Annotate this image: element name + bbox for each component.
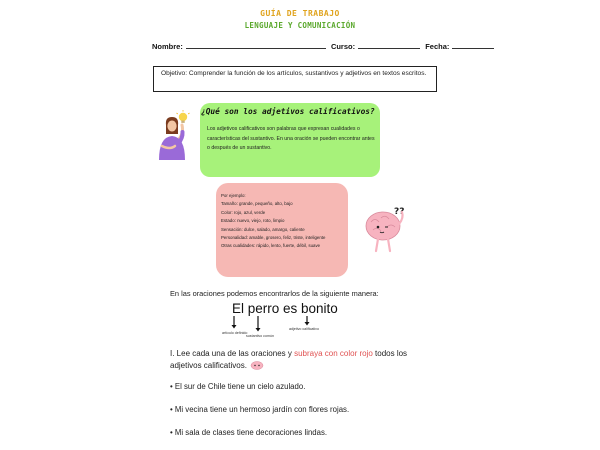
adjective-label: adjetivo calificativo <box>289 327 319 331</box>
example-item: Estado: nuevo, viejo, roto, limpio <box>221 218 285 224</box>
examples-list <box>221 192 349 251</box>
course-line[interactable] <box>358 42 420 49</box>
instruction-text-end: todos los adjetivos calificativos. <box>170 349 408 370</box>
down-arrow-icon <box>256 316 261 332</box>
example-item: Personalidad: amable, grosero, feliz, triste, inteligente <box>221 235 326 241</box>
example-item: Otras cualidades: rápido, lento, fuerte, débil, suave <box>221 243 321 249</box>
objective-box <box>153 66 437 92</box>
exercise-sentence[interactable]: • Mi vecina tiene un hermoso jardín con flores rojas. <box>170 405 350 414</box>
noun-label: sustantivo común <box>246 334 274 338</box>
thinking-person-illustration <box>150 110 196 166</box>
down-arrow-icon <box>305 316 310 326</box>
worksheet-subtitle: LENGUAJE Y COMUNICACIÓN <box>244 21 356 30</box>
definition-text: Los adjetivos calificativos son palabras que expresan cualidades o características del sustantivo. En una oración se pueden encontrar antes o después de un sustantivo. <box>207 126 375 152</box>
question-marks-icon: ?? <box>394 207 405 217</box>
name-line[interactable] <box>186 42 326 49</box>
name-label: Nombre: <box>152 42 183 51</box>
examples-heading: Por ejemplo: <box>221 193 246 198</box>
exercise-sentence[interactable]: • El sur de Chile tiene un cielo azulado. <box>170 382 306 391</box>
article-label: artículo definido <box>222 331 248 335</box>
worksheet-title: GUÍA DE TRABAJO <box>260 9 340 18</box>
brain-character-illustration <box>357 200 415 256</box>
small-brain-icon <box>249 361 265 370</box>
definition-question: ¿Qué son los adjetivos calificativos? <box>201 107 375 116</box>
student-info-fields <box>152 42 497 51</box>
exercise-sentence[interactable]: • Mi sala de clases tiene decoraciones lindas. <box>170 428 328 437</box>
objective-text: Objetivo: Comprender la función de los artículos, sustantivos y adjetivos en textos escritos. <box>161 70 427 77</box>
instruction-text: I. Lee cada una de las oraciones y <box>170 349 295 358</box>
sentence-intro: En las oraciones podemos encontrarlos de la siguiente manera: <box>170 289 379 298</box>
example-item: Tamaño: grande, pequeño, alto, bajo <box>221 201 293 207</box>
example-sentence: El perro es bonito <box>232 301 338 316</box>
date-label: Fecha: <box>425 42 450 51</box>
date-line[interactable] <box>452 42 494 49</box>
example-item: Sensación: dulce, salado, amargo, caliente <box>221 226 305 232</box>
instruction-highlight: subraya con color rojo <box>294 349 373 358</box>
lightbulb-icon <box>177 110 190 123</box>
down-arrow-icon <box>232 316 237 329</box>
course-label: Curso: <box>330 42 356 51</box>
exercise-instruction <box>170 348 430 371</box>
example-item: Color: rojo, azul, verde <box>221 209 266 215</box>
